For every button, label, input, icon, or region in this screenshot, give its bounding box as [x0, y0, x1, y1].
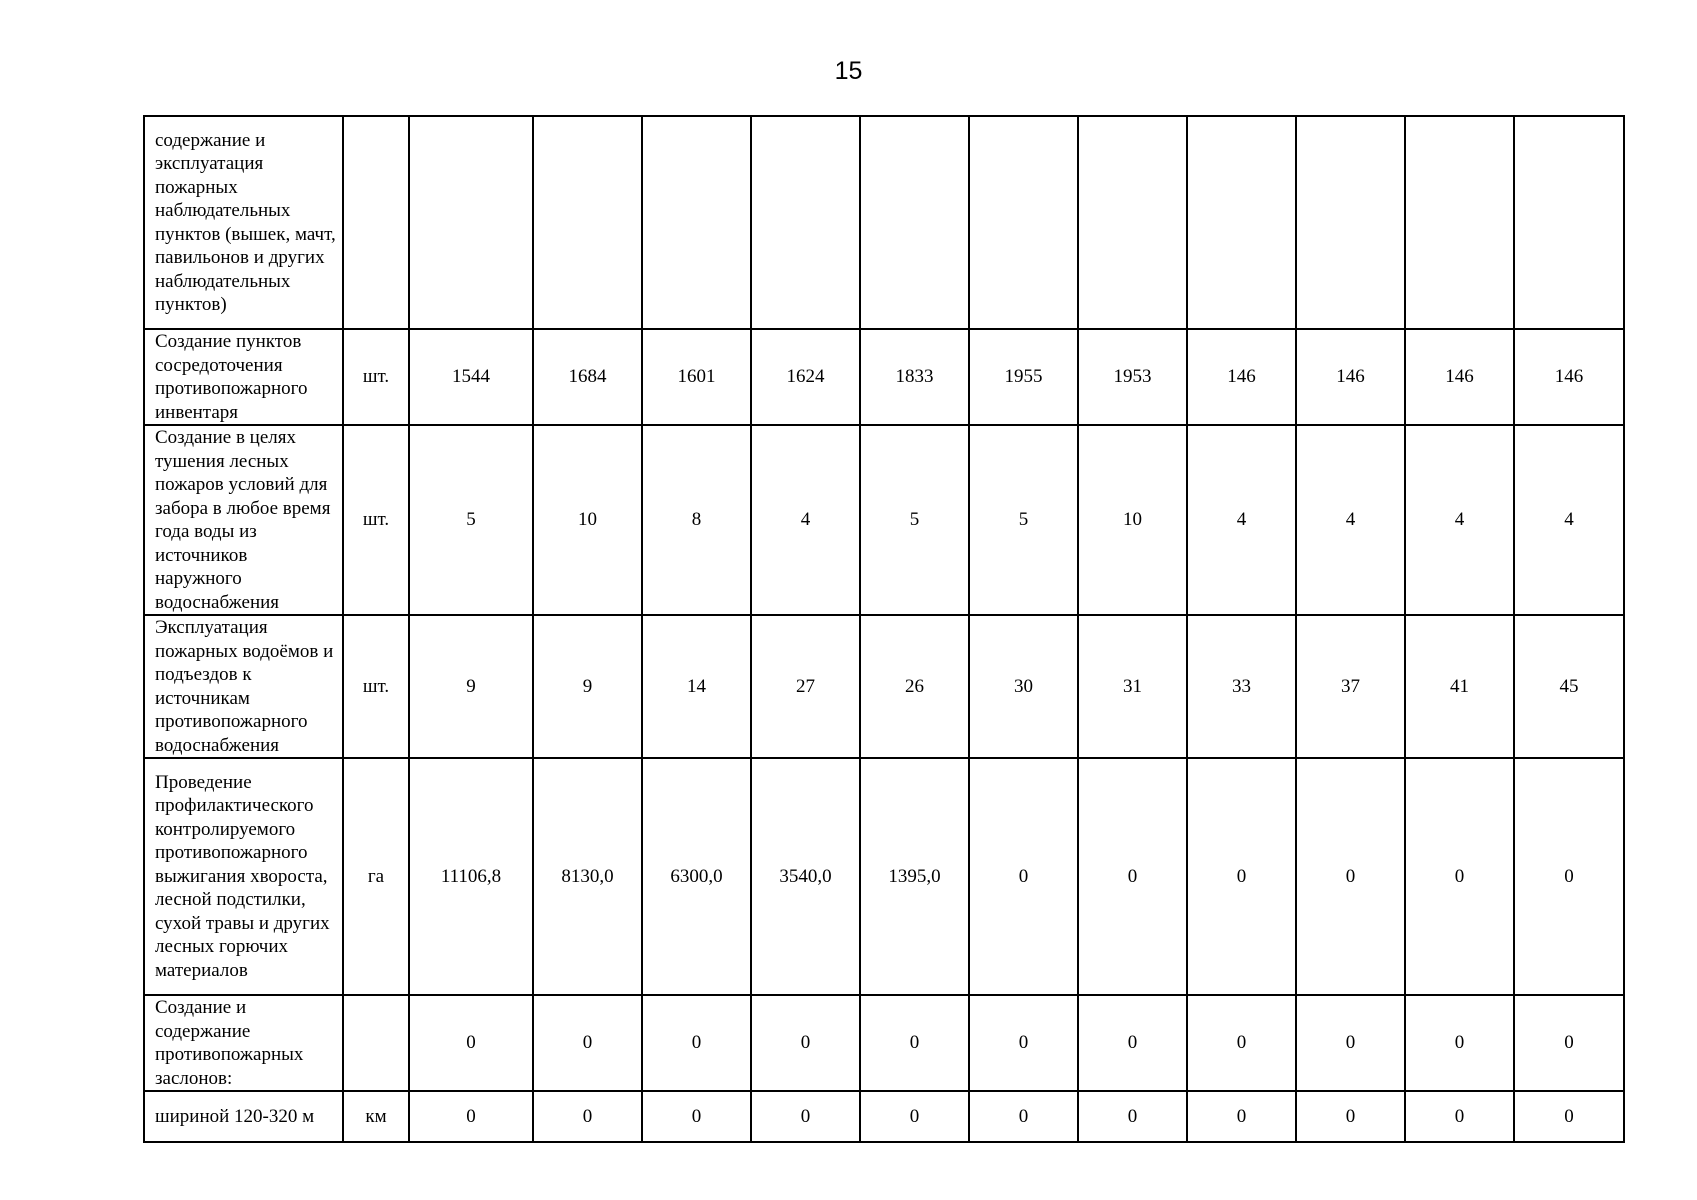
value-cell: 33	[1187, 615, 1296, 758]
row-unit-cell: шт.	[343, 329, 409, 425]
row-name-cell: шириной 120-320 м	[144, 1091, 343, 1142]
value-cell: 0	[409, 995, 533, 1091]
value-cell: 0	[642, 995, 751, 1091]
value-cell: 0	[1514, 1091, 1624, 1142]
value-cell: 1684	[533, 329, 642, 425]
row-name-cell: Создание в целях тушения лесных пожаров условий для забора в любое время года воды из источников наружного водоснабжения	[144, 425, 343, 615]
value-cell: 146	[1514, 329, 1624, 425]
value-cell	[1078, 116, 1187, 329]
value-cell: 30	[969, 615, 1078, 758]
value-cell: 146	[1187, 329, 1296, 425]
forest-fire-measures-table	[143, 115, 1625, 1143]
value-cell: 5	[969, 425, 1078, 615]
value-cell	[1187, 116, 1296, 329]
value-cell: 0	[1296, 995, 1405, 1091]
value-cell: 4	[1296, 425, 1405, 615]
value-cell: 0	[751, 1091, 860, 1142]
value-cell: 0	[969, 758, 1078, 995]
value-cell: 9	[533, 615, 642, 758]
value-cell	[860, 116, 969, 329]
row-name-cell: Эксплуатация пожарных водоёмов и подъездов к источникам противопожарного водоснабжения	[144, 615, 343, 758]
value-cell: 37	[1296, 615, 1405, 758]
value-cell: 9	[409, 615, 533, 758]
value-cell: 0	[751, 995, 860, 1091]
value-cell	[409, 116, 533, 329]
value-cell: 10	[1078, 425, 1187, 615]
value-cell: 0	[1187, 758, 1296, 995]
value-cell: 11106,8	[409, 758, 533, 995]
row-unit-cell: шт.	[343, 425, 409, 615]
row-unit-cell: км	[343, 1091, 409, 1142]
value-cell: 27	[751, 615, 860, 758]
value-cell: 0	[1296, 1091, 1405, 1142]
table-row	[144, 116, 1624, 329]
row-unit-cell	[343, 995, 409, 1091]
value-cell: 0	[969, 1091, 1078, 1142]
value-cell: 0	[1078, 758, 1187, 995]
value-cell: 1544	[409, 329, 533, 425]
row-name-cell: Проведение профилактического контролируемого противопожарного выжигания хвороста, лесной подстилки, сухой травы и других лесных горючих материалов	[144, 758, 343, 995]
value-cell: 0	[642, 1091, 751, 1142]
value-cell: 0	[1514, 995, 1624, 1091]
page-number: 15	[834, 57, 863, 85]
table-row	[144, 425, 1624, 615]
value-cell: 0	[860, 995, 969, 1091]
row-unit-cell: га	[343, 758, 409, 995]
value-cell	[1514, 116, 1624, 329]
value-cell: 4	[1514, 425, 1624, 615]
value-cell: 0	[1296, 758, 1405, 995]
row-name-cell: Создание пунктов сосредоточения противопожарного инвентаря	[144, 329, 343, 425]
value-cell: 5	[860, 425, 969, 615]
table-row	[144, 995, 1624, 1091]
value-cell	[1405, 116, 1514, 329]
value-cell: 0	[1078, 995, 1187, 1091]
value-cell: 1833	[860, 329, 969, 425]
value-cell: 0	[1078, 1091, 1187, 1142]
value-cell: 14	[642, 615, 751, 758]
row-unit-cell	[343, 116, 409, 329]
value-cell: 0	[969, 995, 1078, 1091]
value-cell: 0	[1514, 758, 1624, 995]
value-cell: 45	[1514, 615, 1624, 758]
table-row	[144, 329, 1624, 425]
row-name-cell: Создание и содержание противопожарных заслонов:	[144, 995, 343, 1091]
value-cell: 0	[1187, 1091, 1296, 1142]
value-cell: 10	[533, 425, 642, 615]
value-cell: 0	[1187, 995, 1296, 1091]
value-cell: 0	[409, 1091, 533, 1142]
value-cell: 1953	[1078, 329, 1187, 425]
value-cell: 3540,0	[751, 758, 860, 995]
value-cell: 4	[1187, 425, 1296, 615]
value-cell: 5	[409, 425, 533, 615]
value-cell: 1955	[969, 329, 1078, 425]
value-cell	[533, 116, 642, 329]
value-cell: 8130,0	[533, 758, 642, 995]
value-cell	[1296, 116, 1405, 329]
value-cell: 1601	[642, 329, 751, 425]
value-cell: 31	[1078, 615, 1187, 758]
table-row	[144, 615, 1624, 758]
value-cell: 0	[533, 1091, 642, 1142]
value-cell: 0	[1405, 758, 1514, 995]
value-cell: 6300,0	[642, 758, 751, 995]
value-cell: 0	[860, 1091, 969, 1142]
value-cell: 0	[1405, 995, 1514, 1091]
value-cell: 0	[533, 995, 642, 1091]
table-row	[144, 1091, 1624, 1142]
value-cell: 146	[1405, 329, 1514, 425]
value-cell	[642, 116, 751, 329]
row-unit-cell: шт.	[343, 615, 409, 758]
value-cell: 0	[1405, 1091, 1514, 1142]
value-cell: 26	[860, 615, 969, 758]
value-cell	[969, 116, 1078, 329]
value-cell: 1624	[751, 329, 860, 425]
table-row	[144, 758, 1624, 995]
row-name-cell: содержание и эксплуатация пожарных наблюдательных пунктов (вышек, мачт, павильонов и других наблюдательных пунктов)	[144, 116, 343, 329]
value-cell: 8	[642, 425, 751, 615]
value-cell	[751, 116, 860, 329]
value-cell: 1395,0	[860, 758, 969, 995]
value-cell: 4	[1405, 425, 1514, 615]
value-cell: 4	[751, 425, 860, 615]
value-cell: 146	[1296, 329, 1405, 425]
value-cell: 41	[1405, 615, 1514, 758]
